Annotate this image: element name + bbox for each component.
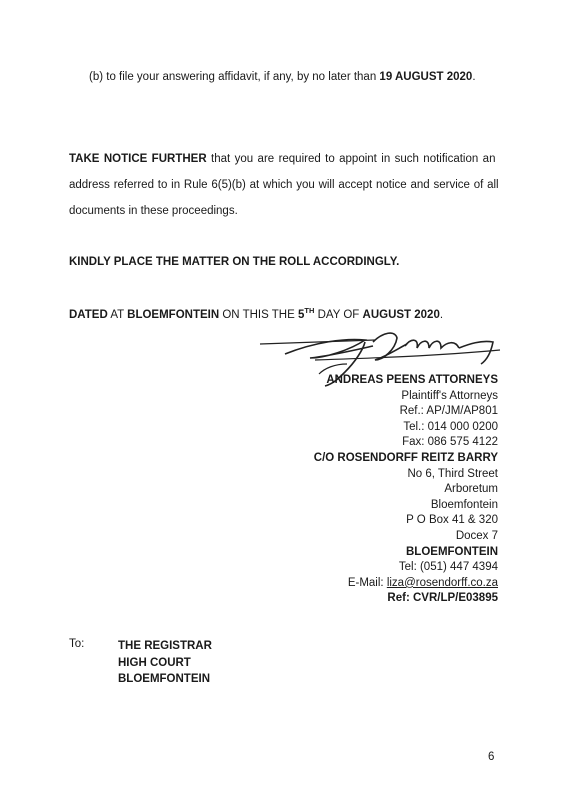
attorney-details: ANDREAS PEENS ATTORNEYS Plaintiff's Attorneys Ref.: AP/JM/AP801 Tel.: 014 000 0200 Fax: 086 575 4122 C/O ROSENDORFF REITZ BARRY No 6, Third Street Arboretum Bloemfontein P O Box 41 & 320 Docex 7 BLOEMFONTEIN Tel: (051) 447 4394 E-Mail: liza@rosendorff.co.za Ref: CVR/LP/E03895 (313, 374, 498, 605)
dated-line: DATED AT BLOEMFONTEIN ON THIS THE 5TH DAY OF AUGUST 2020. (69, 306, 444, 321)
notice-paragraph: TAKE NOTICE FURTHER that you are required to appoint in such notification an address referred to in Rule 6(5)(b) at which you will accept notice and service of all documents in these proceedings. (69, 153, 499, 217)
to-label: To: (69, 638, 85, 650)
page-number: 6 (488, 751, 495, 763)
recipient-block: THE REGISTRAR HIGH COURT BLOEMFONTEIN (118, 640, 212, 685)
deadline-date: 19 AUGUST 2020 (379, 71, 473, 83)
email-link[interactable]: liza@rosendorff.co.za (386, 576, 498, 589)
email-line: E-Mail: liza@rosendorff.co.za (347, 576, 498, 589)
kindly-place-line: KINDLY PLACE THE MATTER ON THE ROLL ACCORDINGLY. (69, 256, 400, 268)
notice-lead: TAKE NOTICE FURTHER (69, 153, 207, 165)
paragraph-b: (b) to file your answering affidavit, if any, by no later than 19 AUGUST 2020. (89, 71, 476, 83)
correspondent-firm: C/O ROSENDORFF REITZ BARRY (313, 451, 498, 464)
firm-name: ANDREAS PEENS ATTORNEYS (326, 374, 498, 386)
